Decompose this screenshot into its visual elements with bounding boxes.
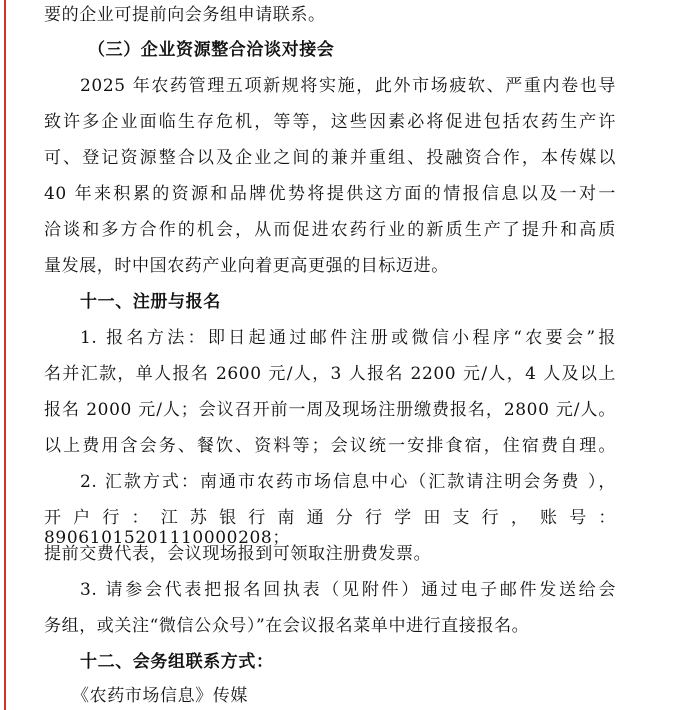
text-line: 40 年来积累的资源和品牌优势将提供这方面的情报信息以及一对一 bbox=[44, 184, 616, 204]
text-line: 《农药市场信息》传媒 bbox=[72, 686, 248, 706]
section-heading: 十二、会务组联系方式： bbox=[80, 652, 274, 672]
section-heading: （三）企业资源整合洽谈对接会 bbox=[88, 40, 335, 60]
text-line: 以上费用含会务、餐饮、资料等；会议统一安排食宿，住宿费自理。 bbox=[44, 436, 616, 456]
text-line: 提前交费代表，会议现场报到可领取注册费发票。 bbox=[44, 544, 432, 564]
text-line: 2. 汇款方式：南通市农药市场信息中心（汇款请注明会务费 ）， bbox=[80, 472, 616, 492]
text-line: 名并汇款，单人报名 2600 元/人，3 人报名 2200 元/人，4 人及以上 bbox=[44, 364, 616, 384]
text-line: 报名 2000 元/人；会议召开前一周及现场注册缴费报名，2800 元/人。 bbox=[44, 400, 616, 420]
text-line: 3. 请参会代表把报名回执表（见附件）通过电子邮件发送给会 bbox=[80, 580, 616, 600]
text-line: 致许多企业面临生存危机，等等，这些因素必将促进包括农药生产许 bbox=[44, 112, 616, 132]
text-line: 务组，或关注“微信公众号）”在会议报名菜单中进行直接报名。 bbox=[44, 616, 530, 636]
text-line: 可、登记资源整合以及企业之间的兼并重组、投融资合作，本传媒以 bbox=[44, 148, 616, 168]
text-line: 量发展，时中国农药产业向着更高更强的目标迈进。 bbox=[44, 256, 449, 276]
text-line: 2025 年农药管理五项新规将实施，此外市场疲软、严重内卷也导 bbox=[80, 76, 616, 96]
text-line: 洽谈和多方合作的机会，从而促进农药行业的新质生产了提升和高质 bbox=[44, 220, 616, 240]
text-line: 要的企业可提前向会务组申请联系。 bbox=[44, 5, 326, 25]
text-line: 1. 报名方法：即日起通过邮件注册或微信小程序“农要会”报 bbox=[80, 328, 616, 348]
text-line: 开户行：江苏银行南通分行学田支行，账号：89061015201110000208； bbox=[44, 508, 616, 548]
section-heading: 十一、注册与报名 bbox=[80, 292, 221, 312]
